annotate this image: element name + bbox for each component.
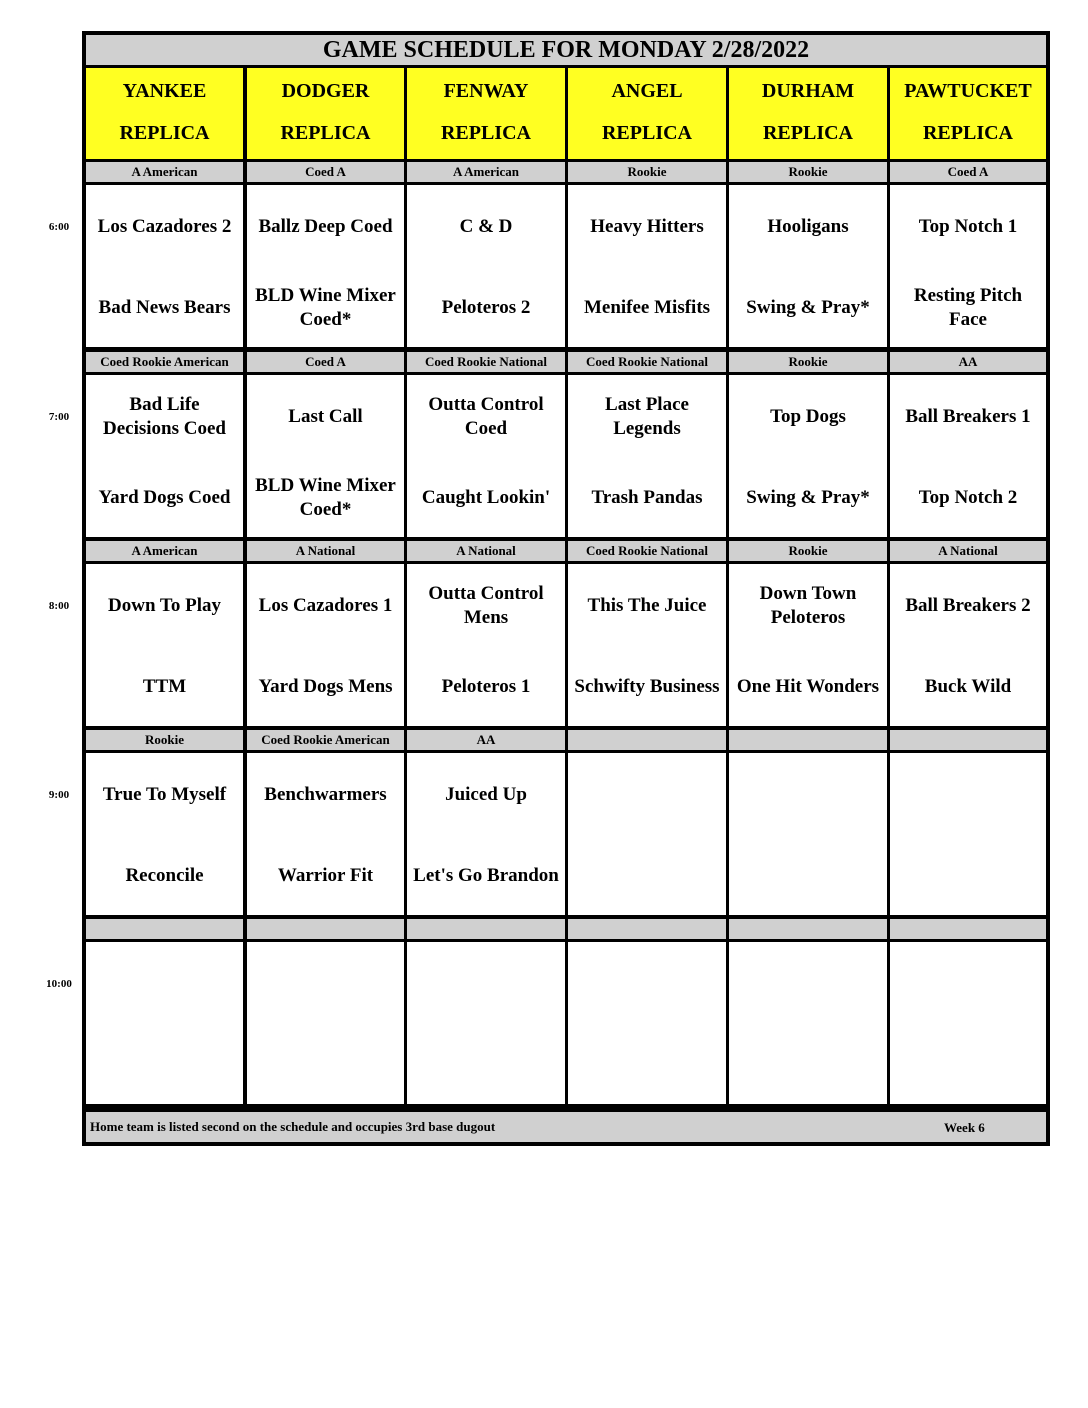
home-team <box>964 837 972 915</box>
home-team: Yard Dogs Coed <box>98 487 231 508</box>
division-label: A National <box>407 541 565 561</box>
away-team <box>322 942 330 1026</box>
game-cell <box>86 375 243 537</box>
division-label: Coed Rookie National <box>407 352 565 372</box>
away-team: Top Dogs <box>770 406 846 427</box>
away-team: Ball Breakers 2 <box>905 595 1031 616</box>
field-subtitle: REPLICA <box>440 122 531 144</box>
game-cell <box>247 375 404 537</box>
away-team: Last Call <box>288 406 363 427</box>
game-cell <box>247 753 404 915</box>
home-team: BLD Wine Mixer Coed* <box>255 285 396 330</box>
field-header-pawtucket <box>890 68 1046 159</box>
away-team: Down Town Peloteros <box>759 583 857 628</box>
game-cell <box>86 564 243 726</box>
week-label: Week 6 <box>944 1120 985 1135</box>
footer-note: Home team is listed second on the schedule and occupies 3rd base dugout <box>86 1112 1046 1142</box>
game-cell <box>568 942 726 1104</box>
game-cell <box>407 753 565 915</box>
away-team <box>804 942 812 1026</box>
division-label: Coed A <box>890 162 1046 182</box>
division-label: AA <box>407 730 565 750</box>
field-name: YANKEE <box>122 80 207 102</box>
time-label: 6:00 <box>48 221 70 233</box>
division-label: Rookie <box>729 162 887 182</box>
game-cell <box>568 564 726 726</box>
field-header-dodger <box>247 68 404 159</box>
field-header-angel <box>568 68 726 159</box>
away-team: Benchwarmers <box>264 784 387 805</box>
field-subtitle: REPLICA <box>922 122 1013 144</box>
home-team: Buck Wild <box>924 676 1012 697</box>
home-team: Let's Go Brandon <box>413 865 559 886</box>
away-team: Outta Control Mens <box>428 583 544 628</box>
away-team: This The Juice <box>587 595 707 616</box>
game-cell <box>890 753 1046 915</box>
division-label: Rookie <box>729 352 887 372</box>
home-team: Yard Dogs Mens <box>258 676 393 697</box>
division-label <box>568 919 726 939</box>
field-subtitle: REPLICA <box>280 122 371 144</box>
game-cell <box>890 185 1046 347</box>
field-subtitle: REPLICA <box>119 122 210 144</box>
division-label: A National <box>247 541 404 561</box>
home-team: Swing & Pray* <box>746 297 870 318</box>
game-cell <box>729 564 887 726</box>
field-header-fenway <box>407 68 565 159</box>
game-cell <box>247 564 404 726</box>
game-cell <box>86 942 243 1104</box>
away-team: C & D <box>459 216 513 237</box>
division-label <box>890 919 1046 939</box>
home-team: One Hit Wonders <box>736 676 880 697</box>
home-team: Caught Lookin' <box>421 487 551 508</box>
game-cell <box>86 753 243 915</box>
field-header-yankee <box>86 68 243 159</box>
home-team: Swing & Pray* <box>746 487 870 508</box>
division-label <box>86 919 243 939</box>
division-label <box>247 919 404 939</box>
home-team <box>804 837 812 915</box>
game-cell <box>890 375 1046 537</box>
away-team <box>804 753 812 837</box>
game-cell <box>568 753 726 915</box>
division-label: A American <box>86 162 243 182</box>
home-team: Peloteros 2 <box>441 297 531 318</box>
field-subtitle: REPLICA <box>601 122 692 144</box>
game-cell <box>729 942 887 1104</box>
away-team: Juiced Up <box>445 784 527 805</box>
division-label: AA <box>890 352 1046 372</box>
home-team <box>643 1026 651 1104</box>
home-team: Bad News Bears <box>98 297 231 318</box>
game-cell <box>568 185 726 347</box>
division-label: A National <box>890 541 1046 561</box>
away-team: Outta Control Coed <box>428 394 544 439</box>
division-label: Coed Rookie National <box>568 541 726 561</box>
home-team: Resting Pitch Face <box>913 285 1023 330</box>
division-label: A American <box>407 162 565 182</box>
home-team: TTM <box>142 676 187 697</box>
away-team <box>964 753 972 837</box>
home-team: Warrior Fit <box>277 865 374 886</box>
home-team: Reconcile <box>125 865 204 886</box>
home-team <box>964 1026 972 1104</box>
time-label: 8:00 <box>48 600 70 612</box>
away-team: True To Myself <box>102 784 227 805</box>
game-cell <box>407 564 565 726</box>
game-cell <box>729 753 887 915</box>
division-label: Rookie <box>729 541 887 561</box>
home-team: Menifee Misfits <box>583 297 711 318</box>
time-label: 10:00 <box>46 978 72 990</box>
home-team <box>482 1026 490 1104</box>
division-label: Coed Rookie American <box>247 730 404 750</box>
time-label: 9:00 <box>48 789 70 801</box>
home-team <box>643 837 651 915</box>
field-name: DODGER <box>281 80 370 102</box>
game-cell <box>890 564 1046 726</box>
division-label: Rookie <box>568 162 726 182</box>
away-team: Ball Breakers 1 <box>905 406 1031 427</box>
away-team: Los Cazadores 1 <box>258 595 393 616</box>
game-cell <box>407 942 565 1104</box>
home-team <box>322 1026 330 1104</box>
away-team: Ballz Deep Coed <box>258 216 393 237</box>
away-team: Down To Play <box>108 595 221 616</box>
game-cell <box>729 375 887 537</box>
home-team: BLD Wine Mixer Coed* <box>255 475 396 520</box>
away-team: Last Place Legends <box>605 394 689 439</box>
field-name: FENWAY <box>443 80 529 102</box>
field-header-durham <box>729 68 887 159</box>
away-team <box>482 942 490 1026</box>
home-team: Peloteros 1 <box>441 676 531 697</box>
field-name: PAWTUCKET <box>904 80 1032 102</box>
division-label <box>407 919 565 939</box>
away-team: Los Cazadores 2 <box>97 216 232 237</box>
game-cell <box>247 942 404 1104</box>
home-team: Trash Pandas <box>591 487 703 508</box>
division-label <box>890 730 1046 750</box>
away-team: Hooligans <box>767 216 849 237</box>
away-team <box>161 942 169 1026</box>
game-cell <box>568 375 726 537</box>
away-team <box>643 942 651 1026</box>
home-team: Top Notch 2 <box>918 487 1018 508</box>
schedule-title: GAME SCHEDULE FOR MONDAY 2/28/2022 <box>86 35 1046 65</box>
home-team: Schwifty Business <box>574 676 720 697</box>
field-subtitle: REPLICA <box>762 122 853 144</box>
division-label: Coed A <box>247 162 404 182</box>
schedule-table <box>82 31 1050 1146</box>
division-label: Rookie <box>86 730 243 750</box>
division-label <box>729 919 887 939</box>
division-label <box>729 730 887 750</box>
game-cell <box>729 185 887 347</box>
away-team: Heavy Hitters <box>590 216 704 237</box>
game-cell <box>407 185 565 347</box>
game-cell <box>890 942 1046 1104</box>
away-team <box>643 753 651 837</box>
home-team <box>161 1026 169 1104</box>
time-label: 7:00 <box>48 411 70 423</box>
away-team <box>964 942 972 1026</box>
home-team <box>804 1026 812 1104</box>
away-team: Bad Life Decisions Coed <box>103 394 226 439</box>
division-label: Coed Rookie American <box>86 352 243 372</box>
away-team: Top Notch 1 <box>918 216 1018 237</box>
game-cell <box>407 375 565 537</box>
division-label: A American <box>86 541 243 561</box>
game-cell <box>86 185 243 347</box>
field-name: ANGEL <box>611 80 683 102</box>
division-label <box>568 730 726 750</box>
field-name: DURHAM <box>761 80 855 102</box>
division-label: Coed A <box>247 352 404 372</box>
division-label: Coed Rookie National <box>568 352 726 372</box>
game-cell <box>247 185 404 347</box>
